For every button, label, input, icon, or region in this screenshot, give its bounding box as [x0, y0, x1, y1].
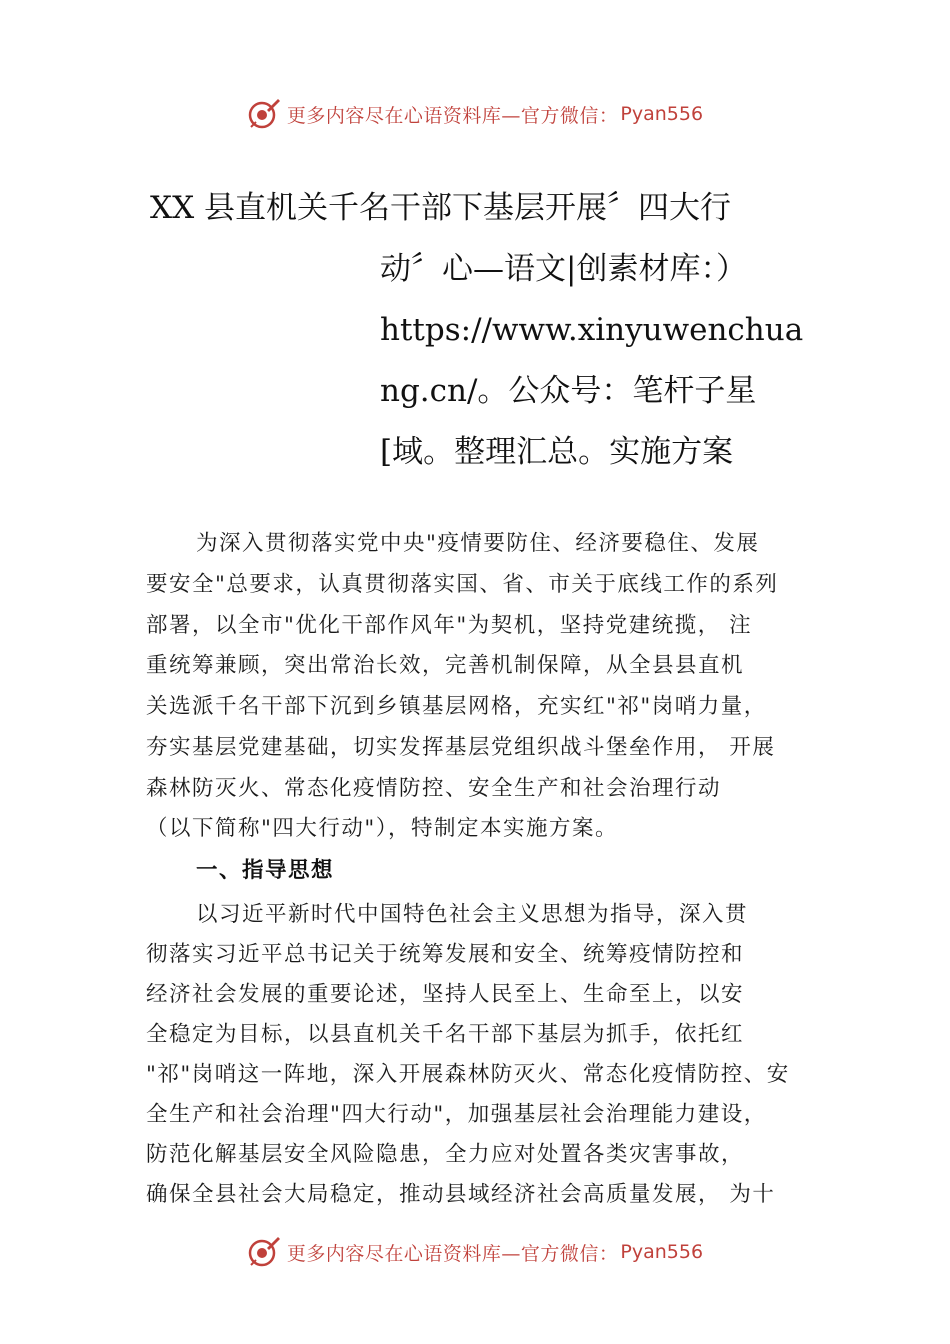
paragraph-line: 彻落实习近平总书记关于统筹发展和安全、统筹疫情防控和 — [146, 942, 745, 967]
paragraph-line: 全稳定为目标，以县直机关千名干部下基层为抓手，依托红 — [146, 1022, 745, 1047]
paragraph-line: 确保全县社会大局稳定，推动县域经济社会高质量发展， 为十 — [146, 1182, 776, 1207]
paragraph-line: 森林防灭火、常态化疫情防控、安全生产和社会治理行动 — [146, 776, 722, 801]
title-line: [域。整理汇总。实施方案 — [380, 434, 734, 470]
title-line: XX 县直机关千名干部下基层开展〞四大行 — [150, 190, 731, 226]
paragraph-line: 重统筹兼顾，突出常治长效，完善机制保障，从全县县直机 — [146, 653, 745, 678]
pen-logo-icon — [247, 1235, 281, 1269]
paragraph-line: 夯实基层党建基础，切实发挥基层党组织战斗堡垒作用， 开展 — [146, 735, 776, 760]
paragraph-line: 防范化解基层安全风险隐患，全力应对处置各类灾害事故， — [146, 1142, 745, 1167]
pen-logo-icon — [247, 97, 281, 131]
title-line: ng.cn/。公众号：笔杆子星 — [380, 373, 757, 409]
banner-slogan: 更多内容尽在心语资料库—官方微信： — [286, 104, 619, 127]
title-line: 动〞心—语文|创素材库：） — [380, 251, 747, 287]
banner-slogan: 更多内容尽在心语资料库—官方微信： — [286, 1242, 619, 1265]
title-line: https://www.xinyuwenchua — [380, 312, 804, 348]
header-banner — [0, 94, 950, 134]
paragraph-line: "祁"岗哨这一阵地，深入开展森林防灭火、常态化疫情防控、安 — [146, 1062, 790, 1087]
banner-wechat-id: Pyan556 — [620, 1241, 704, 1263]
paragraph-line: 部署，以全市"优化干部作风年"为契机，坚持党建统揽， 注 — [146, 613, 753, 638]
paragraph-line: 要安全"总要求，认真贯彻落实国、省、市关于底线工作的系列 — [146, 572, 779, 597]
paragraph-line: 全生产和社会治理"四大行动"，加强基层社会治理能力建设， — [146, 1102, 767, 1127]
paragraph-line: 关选派千名干部下沉到乡镇基层网格，充实红"祁"岗哨力量， — [146, 694, 767, 719]
paragraph-line: 以习近平新时代中国特色社会主义思想为指导，深入贯 — [196, 902, 749, 927]
paragraph-line: 为深入贯彻落实党中央"疫情要防住、经济要稳住、发展 — [196, 531, 760, 556]
section-heading: 一、指导思想 — [196, 858, 335, 883]
footer-banner — [0, 1232, 950, 1272]
banner-wechat-id: Pyan556 — [620, 103, 704, 125]
paragraph-line: （以下简称"四大行动"），特制定本实施方案。 — [146, 816, 619, 841]
paragraph-line: 经济社会发展的重要论述，坚持人民至上、生命至上，以安 — [146, 982, 745, 1007]
